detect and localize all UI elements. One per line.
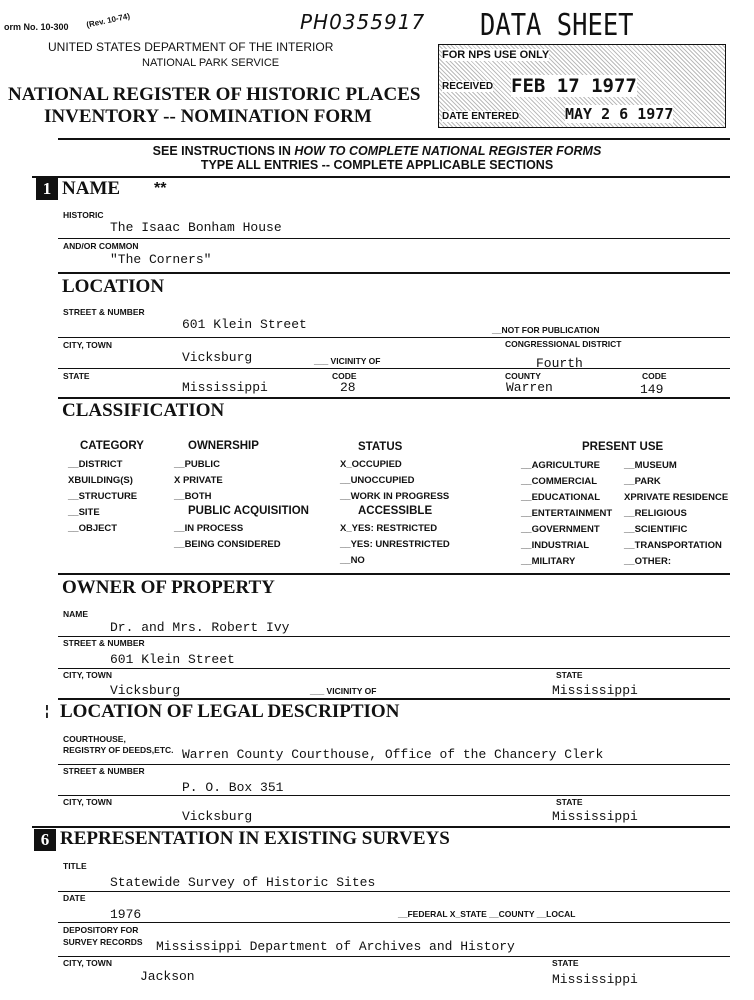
category-heading: CATEGORY	[80, 440, 144, 452]
department: UNITED STATES DEPARTMENT OF THE INTERIOR	[48, 40, 334, 54]
common-label: AND/OR COMMON	[63, 241, 139, 251]
handwritten-id: PH0355917	[300, 10, 426, 34]
location-state-label: STATE	[63, 371, 90, 381]
location-county-label: COUNTY	[505, 371, 541, 381]
accessible-heading: ACCESSIBLE	[358, 505, 433, 517]
location-vicinity: ___ VICINITY OF	[314, 356, 381, 366]
historic-value: The Isaac Bonham House	[110, 220, 282, 235]
accessible-option-1: __YES: UNRESTRICTED	[340, 539, 450, 550]
present-use-option-b-5: __TRANSPORTATION	[624, 540, 722, 551]
category-option-4: __OBJECT	[68, 523, 118, 534]
section-title-legal: LOCATION OF LEGAL DESCRIPTION	[60, 701, 400, 722]
category-option-0: __DISTRICT	[68, 459, 123, 470]
location-code-value: 28	[340, 380, 356, 395]
courthouse-value: Warren County Courthouse, Office of the Chancery Clerk	[182, 747, 604, 762]
owner-street-label: STREET & NUMBER	[63, 638, 145, 648]
section-number-1: 1	[36, 178, 58, 200]
present-use-option-b-1: __PARK	[624, 476, 661, 487]
public-acquisition-heading: PUBLIC ACQUISITION	[188, 505, 309, 517]
depository-label-2: SURVEY RECORDS	[63, 937, 143, 947]
legal-state-label: STATE	[556, 797, 583, 807]
courthouse-label-2: REGISTRY OF DEEDS,ETC.	[63, 745, 174, 755]
form-number: orm No. 10-300	[4, 22, 69, 32]
status-option-0: X_OCCUPIED	[340, 459, 402, 470]
congressional-value: Fourth	[536, 356, 583, 371]
accessible-option-0: X_YES: RESTRICTED	[340, 523, 438, 534]
present-use-heading: PRESENT USE	[582, 441, 664, 453]
survey-levels: __FEDERAL X_STATE __COUNTY __LOCAL	[398, 909, 576, 919]
handwritten-stars: **	[154, 180, 167, 197]
instructions-line-1: SEE INSTRUCTIONS IN HOW TO COMPLETE NATIONAL REGISTER FORMS	[152, 144, 602, 158]
present-use-option-6: __MILITARY	[521, 556, 576, 567]
depository-value: Mississippi Department of Archives and History	[156, 939, 515, 954]
present-use-option-b-2: XPRIVATE RESIDENCE	[624, 492, 729, 503]
received-value: FEB 17 1977	[511, 75, 637, 97]
status-option-1: __UNOCCUPIED	[340, 475, 415, 486]
present-use-option-5: __INDUSTRIAL	[521, 540, 590, 551]
legal-street-value: P. O. Box 351	[182, 780, 284, 795]
category-option-1: XBUILDING(S)	[68, 475, 133, 486]
survey-date-value: 1976	[110, 907, 142, 922]
owner-state-label: STATE	[556, 670, 583, 680]
legal-street-label: STREET & NUMBER	[63, 766, 145, 776]
present-use-option-b-4: __SCIENTIFIC	[624, 524, 688, 535]
form-title-2: INVENTORY -- NOMINATION FORM	[44, 106, 372, 127]
status-option-2: __WORK IN PROGRESS	[340, 491, 450, 502]
location-code2-label: CODE	[642, 371, 667, 381]
section-number-6: 6	[34, 829, 56, 851]
form-title-1: NATIONAL REGISTER OF HISTORIC PLACES	[8, 84, 421, 105]
section-title-location: LOCATION	[62, 276, 165, 297]
section-title-surveys: REPRESENTATION IN EXISTING SURVEYS	[60, 828, 450, 849]
survey-title-label: TITLE	[63, 861, 87, 871]
revision: (Rev. 10-74)	[85, 11, 131, 30]
present-use-option-b-0: __MUSEUM	[624, 460, 677, 471]
location-street-value: 601 Klein Street	[182, 317, 307, 332]
ownership-option-2: __BOTH	[174, 491, 212, 502]
survey-state-label: STATE	[552, 958, 579, 968]
location-city-label: CITY, TOWN	[63, 340, 112, 350]
status-heading: STATUS	[358, 441, 403, 453]
owner-name-label: NAME	[63, 609, 89, 619]
present-use-option-2: __EDUCATIONAL	[521, 492, 600, 503]
depository-label-1: DEPOSITORY FOR	[63, 925, 139, 935]
historic-label: HISTORIC	[63, 210, 104, 220]
location-county-value: Warren	[506, 380, 553, 395]
present-use-option-b-6: __OTHER:	[624, 556, 671, 567]
survey-city-label: CITY, TOWN	[63, 958, 112, 968]
data-sheet-stamp: DATA SHEET	[480, 8, 634, 43]
congressional-label: CONGRESSIONAL DISTRICT	[505, 339, 622, 349]
owner-vicinity: ___ VICINITY OF	[310, 686, 377, 696]
survey-title-value: Statewide Survey of Historic Sites	[110, 875, 376, 890]
section-title-name: NAME	[62, 178, 121, 199]
ownership-heading: OWNERSHIP	[188, 440, 259, 452]
section-title-classification: CLASSIFICATION	[62, 400, 225, 421]
date-entered-value: MAY 2 6 1977	[565, 105, 674, 123]
courthouse-label-1: COURTHOUSE,	[63, 734, 126, 744]
location-state-value: Mississippi	[182, 380, 268, 395]
location-code2-value: 149	[640, 382, 664, 397]
owner-name-value: Dr. and Mrs. Robert Ivy	[110, 620, 290, 635]
legal-city-label: CITY, TOWN	[63, 797, 112, 807]
legal-state-value: Mississippi	[552, 809, 638, 824]
present-use-option-3: __ENTERTAINMENT	[521, 508, 613, 519]
margin-mark: ¦	[45, 702, 49, 718]
present-use-option-0: __AGRICULTURE	[521, 460, 600, 471]
owner-city-label: CITY, TOWN	[63, 670, 112, 680]
accessible-option-2: __NO	[340, 555, 365, 566]
survey-date-label: DATE	[63, 893, 86, 903]
present-use-option-1: __COMMERCIAL	[521, 476, 598, 487]
date-entered-label: DATE ENTERED	[442, 111, 520, 122]
ownership-option-1: X PRIVATE	[174, 475, 223, 486]
legal-city-value: Vicksburg	[182, 809, 253, 824]
acquisition-option-0: __IN PROCESS	[174, 523, 244, 534]
nps-use-box	[438, 44, 726, 128]
location-code-label: CODE	[332, 371, 357, 381]
present-use-option-4: __GOVERNMENT	[521, 524, 600, 535]
category-option-2: __STRUCTURE	[68, 491, 138, 502]
category-option-3: __SITE	[68, 507, 100, 518]
section-title-owner: OWNER OF PROPERTY	[62, 577, 275, 598]
service: NATIONAL PARK SERVICE	[142, 57, 280, 69]
common-value: "The Corners"	[110, 252, 212, 267]
location-street-label: STREET & NUMBER	[63, 307, 145, 317]
instructions-line-2: TYPE ALL ENTRIES -- COMPLETE APPLICABLE SECTIONS	[200, 158, 554, 172]
survey-city-value: Jackson	[140, 969, 195, 984]
owner-city-value: Vicksburg	[110, 683, 181, 698]
survey-state-value: Mississippi	[552, 972, 638, 987]
owner-state-value: Mississippi	[552, 683, 638, 698]
ownership-option-0: __PUBLIC	[174, 459, 220, 470]
received-label: RECEIVED	[442, 81, 494, 92]
not-for-publication: __NOT FOR PUBLICATION	[492, 325, 600, 335]
location-city-value: Vicksburg	[182, 350, 253, 365]
owner-street-value: 601 Klein Street	[110, 652, 235, 667]
nps-use-label: FOR NPS USE ONLY	[442, 49, 550, 61]
acquisition-option-1: __BEING CONSIDERED	[174, 539, 281, 550]
present-use-option-b-3: __RELIGIOUS	[624, 508, 687, 519]
